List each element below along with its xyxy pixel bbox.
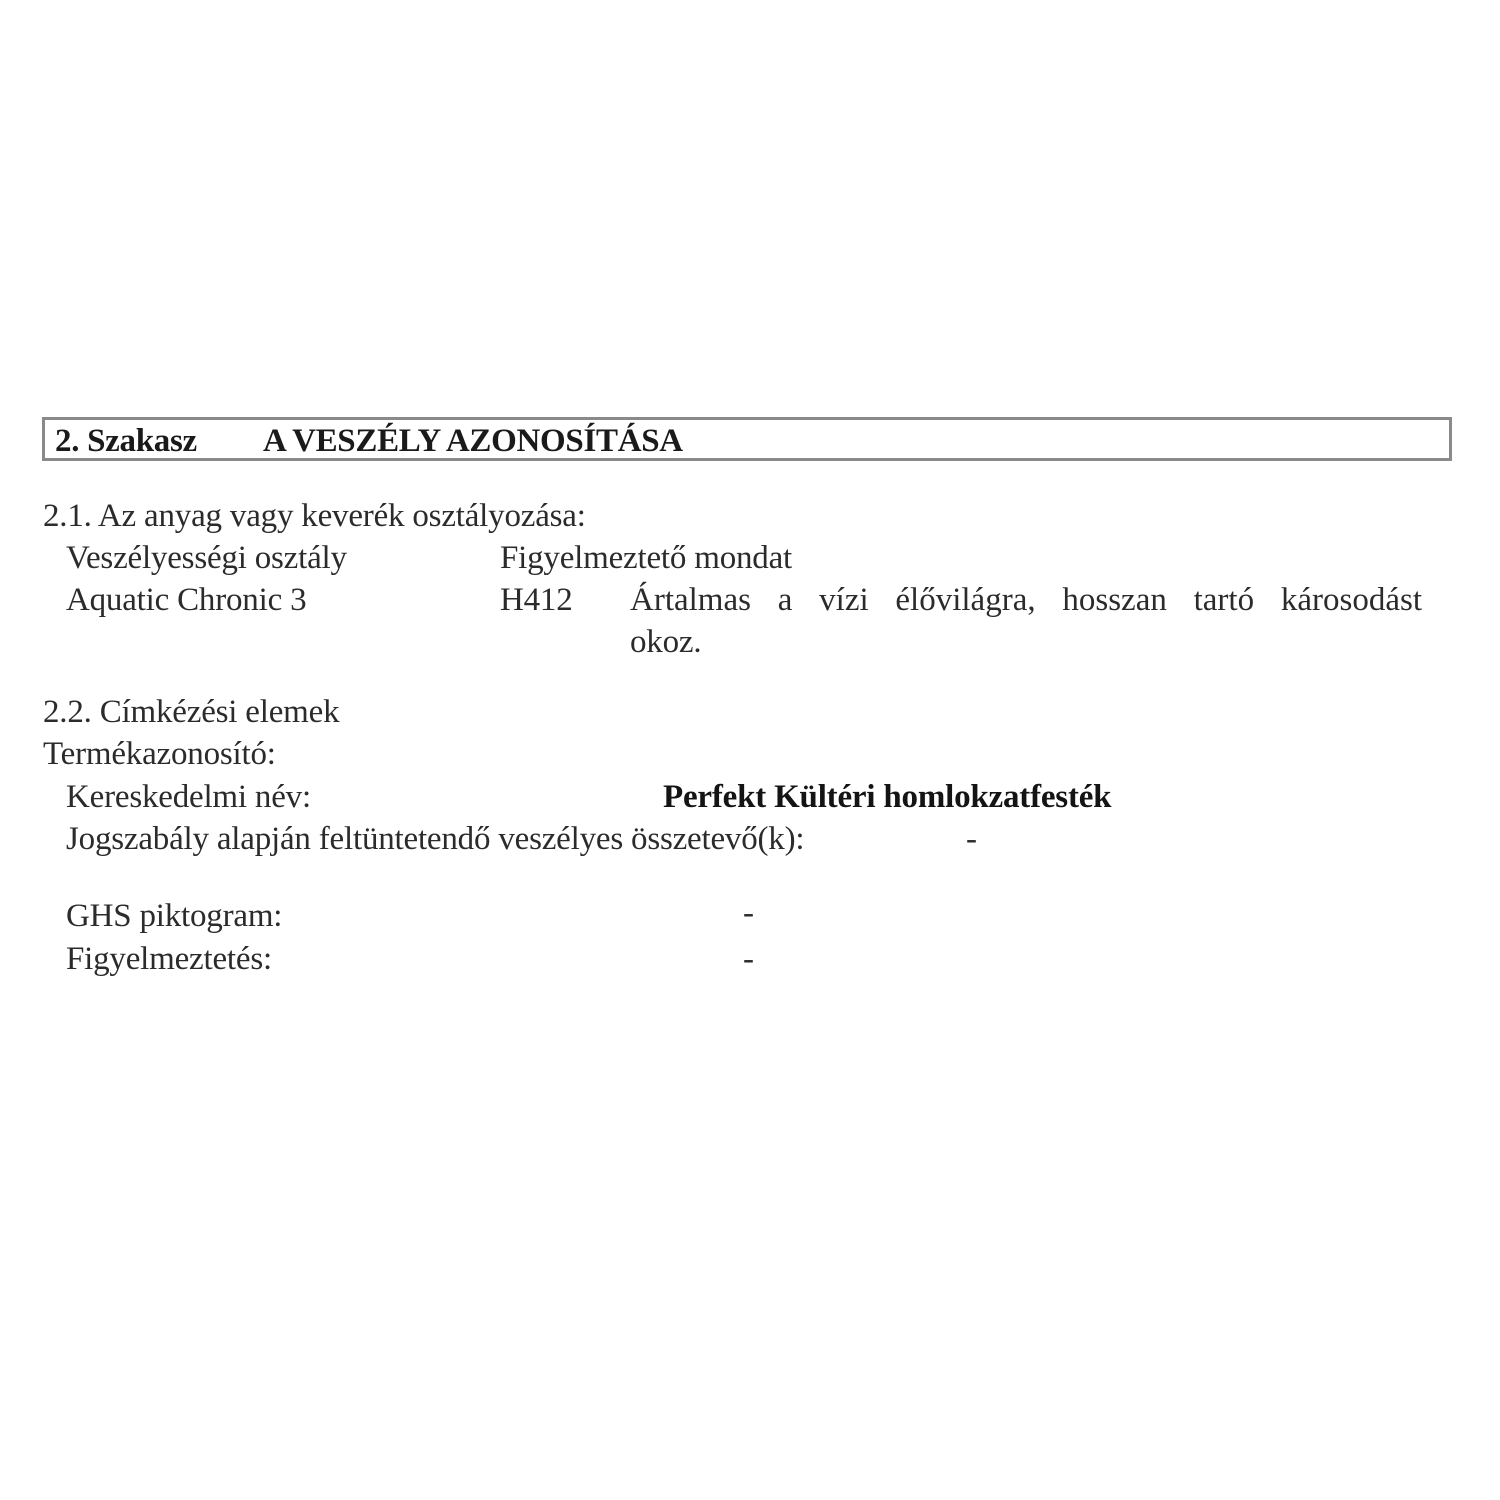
classification-heading: 2.1. Az anyag vagy keverék osztályozása: xyxy=(43,498,586,534)
section-header-box xyxy=(42,417,1452,461)
section-number: 2. Szakasz xyxy=(55,423,197,459)
section-title: A VESZÉLY AZONOSÍTÁSA xyxy=(263,423,683,459)
hazard-statement-line-1 xyxy=(630,580,1422,620)
product-identifier-label: Termékazonosító: xyxy=(43,736,276,772)
signal-word-value: - xyxy=(743,941,754,977)
hazard-statement-column-header: Figyelmeztető mondat xyxy=(500,540,793,576)
statement-word: károsodást xyxy=(1280,582,1422,618)
statement-word: vízi xyxy=(819,582,869,618)
ghs-pictogram-value: - xyxy=(743,895,754,931)
trade-name-label: Kereskedelmi név: xyxy=(66,779,311,815)
statement-word: hosszan xyxy=(1062,582,1167,618)
signal-word-label: Figyelmeztetés: xyxy=(66,941,272,977)
statement-word: élővilágra, xyxy=(895,582,1036,618)
hazardous-components-label: Jogszabály alapján feltüntetendő veszélyes összetevő(k): xyxy=(66,821,805,857)
hazard-class-column-header: Veszélyességi osztály xyxy=(66,540,347,576)
statement-word: a xyxy=(777,582,793,618)
hazard-code: H412 xyxy=(500,582,573,618)
statement-word: Ártalmas xyxy=(630,582,751,618)
ghs-pictogram-label: GHS piktogram: xyxy=(66,898,283,934)
statement-word: tartó xyxy=(1193,582,1255,618)
trade-name-value: Perfekt Kültéri homlokzatfesték xyxy=(663,779,1112,815)
labelling-heading: 2.2. Címkézési elemek xyxy=(43,694,340,730)
hazard-statement-line-2: okoz. xyxy=(630,624,702,660)
hazardous-components-value: - xyxy=(966,821,977,857)
hazard-class-value: Aquatic Chronic 3 xyxy=(66,582,307,618)
